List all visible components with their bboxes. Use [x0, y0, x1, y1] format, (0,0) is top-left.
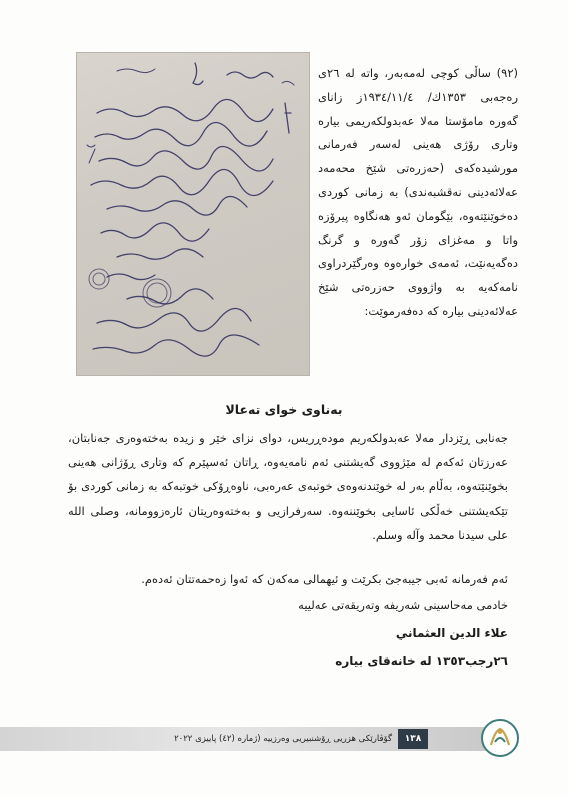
letter-closing-line-2: خادمی مەحاسینی شەریفە وتەریقەتی عەلییە [298, 598, 508, 612]
intro-paragraph: (٩٢) ساڵی کوچی لەمەبەر، واتە لە ٢٦ی رەجەبی ١٣٥٣ك/ ١٩٣٤/١١/٤ز زانای گەورە مامۆستا مەلا عەبدولکەریمی بیارە وتاری رۆژی هەینی لەسەر فەرمانی مورشیدەکەی (حەزرەتی شێخ محەمەد عەلائەدینی نەقشبەندی) بە زمانی کوردی دەخوێنێتەوە، بێگومان ئەو هەنگاوە پیرۆزە واتا و مەغزای زۆر گەورە و گرنگ دەگەیەنێت، ئەمەی خوارەوە وەرگێردراوی نامەکەیە بە واژووی حەزرەتی شێخ عەلائەدینی بیارە کە دەفەرموێت: [318, 66, 518, 318]
letter-heading: بەناوی خوای تەعالا [225, 402, 343, 417]
manuscript-handwriting [77, 53, 310, 376]
letter-signature: علاء الدين العثماني [395, 626, 508, 640]
page-number: ١٣٨ [398, 729, 428, 749]
manuscript-photo [76, 52, 310, 376]
journal-logo-icon [480, 718, 520, 758]
footer-journal-title: گۆڤارێکی هزریی ڕۆشنبیریی وەرزییە (ژمارە (٤٢) پاییزی ٢٠٢٢ [174, 734, 392, 744]
letter-date-place: ٢٦رجب١٣٥٣ لە خانەقای بیارە [335, 654, 508, 668]
intro-text-block [318, 62, 518, 324]
letter-body-paragraph: جەنابی ڕێزدار مەلا عەبدولکەریم مودەڕریس، دوای نزای خێر و زیدە بەختەوەری جەنابتان، عەرزتان ئەکەم لە مێژووی گەیشتنی ئەم نامەیەوە، ڕاتان ئەسپێرم کە وتاری ڕۆژانی هەینی بخوێنێتەوە، بەڵام بەر لە خوێندنەوەی خوتبەی عەرەبی، ناوەڕۆکی خوتبەکە بە زمانی کوردی بۆ تێکەیشتنی خەڵکی ئاسایی بخوێننەوە. سەرفرازیی و بەختەوەریتان ئارەزوومانە، وصلی الله علی سیدنا محمد وآلە وسلم. [68, 431, 508, 542]
letter-body [68, 426, 508, 547]
letter-closing-line-1: ئەم فەرمانە ئەبی جیبەجێ بکرێت و ئیهمالی مەکەن کە ئەوا زەحمەتتان ئەدەم. [141, 572, 508, 586]
page-footer [0, 718, 568, 760]
